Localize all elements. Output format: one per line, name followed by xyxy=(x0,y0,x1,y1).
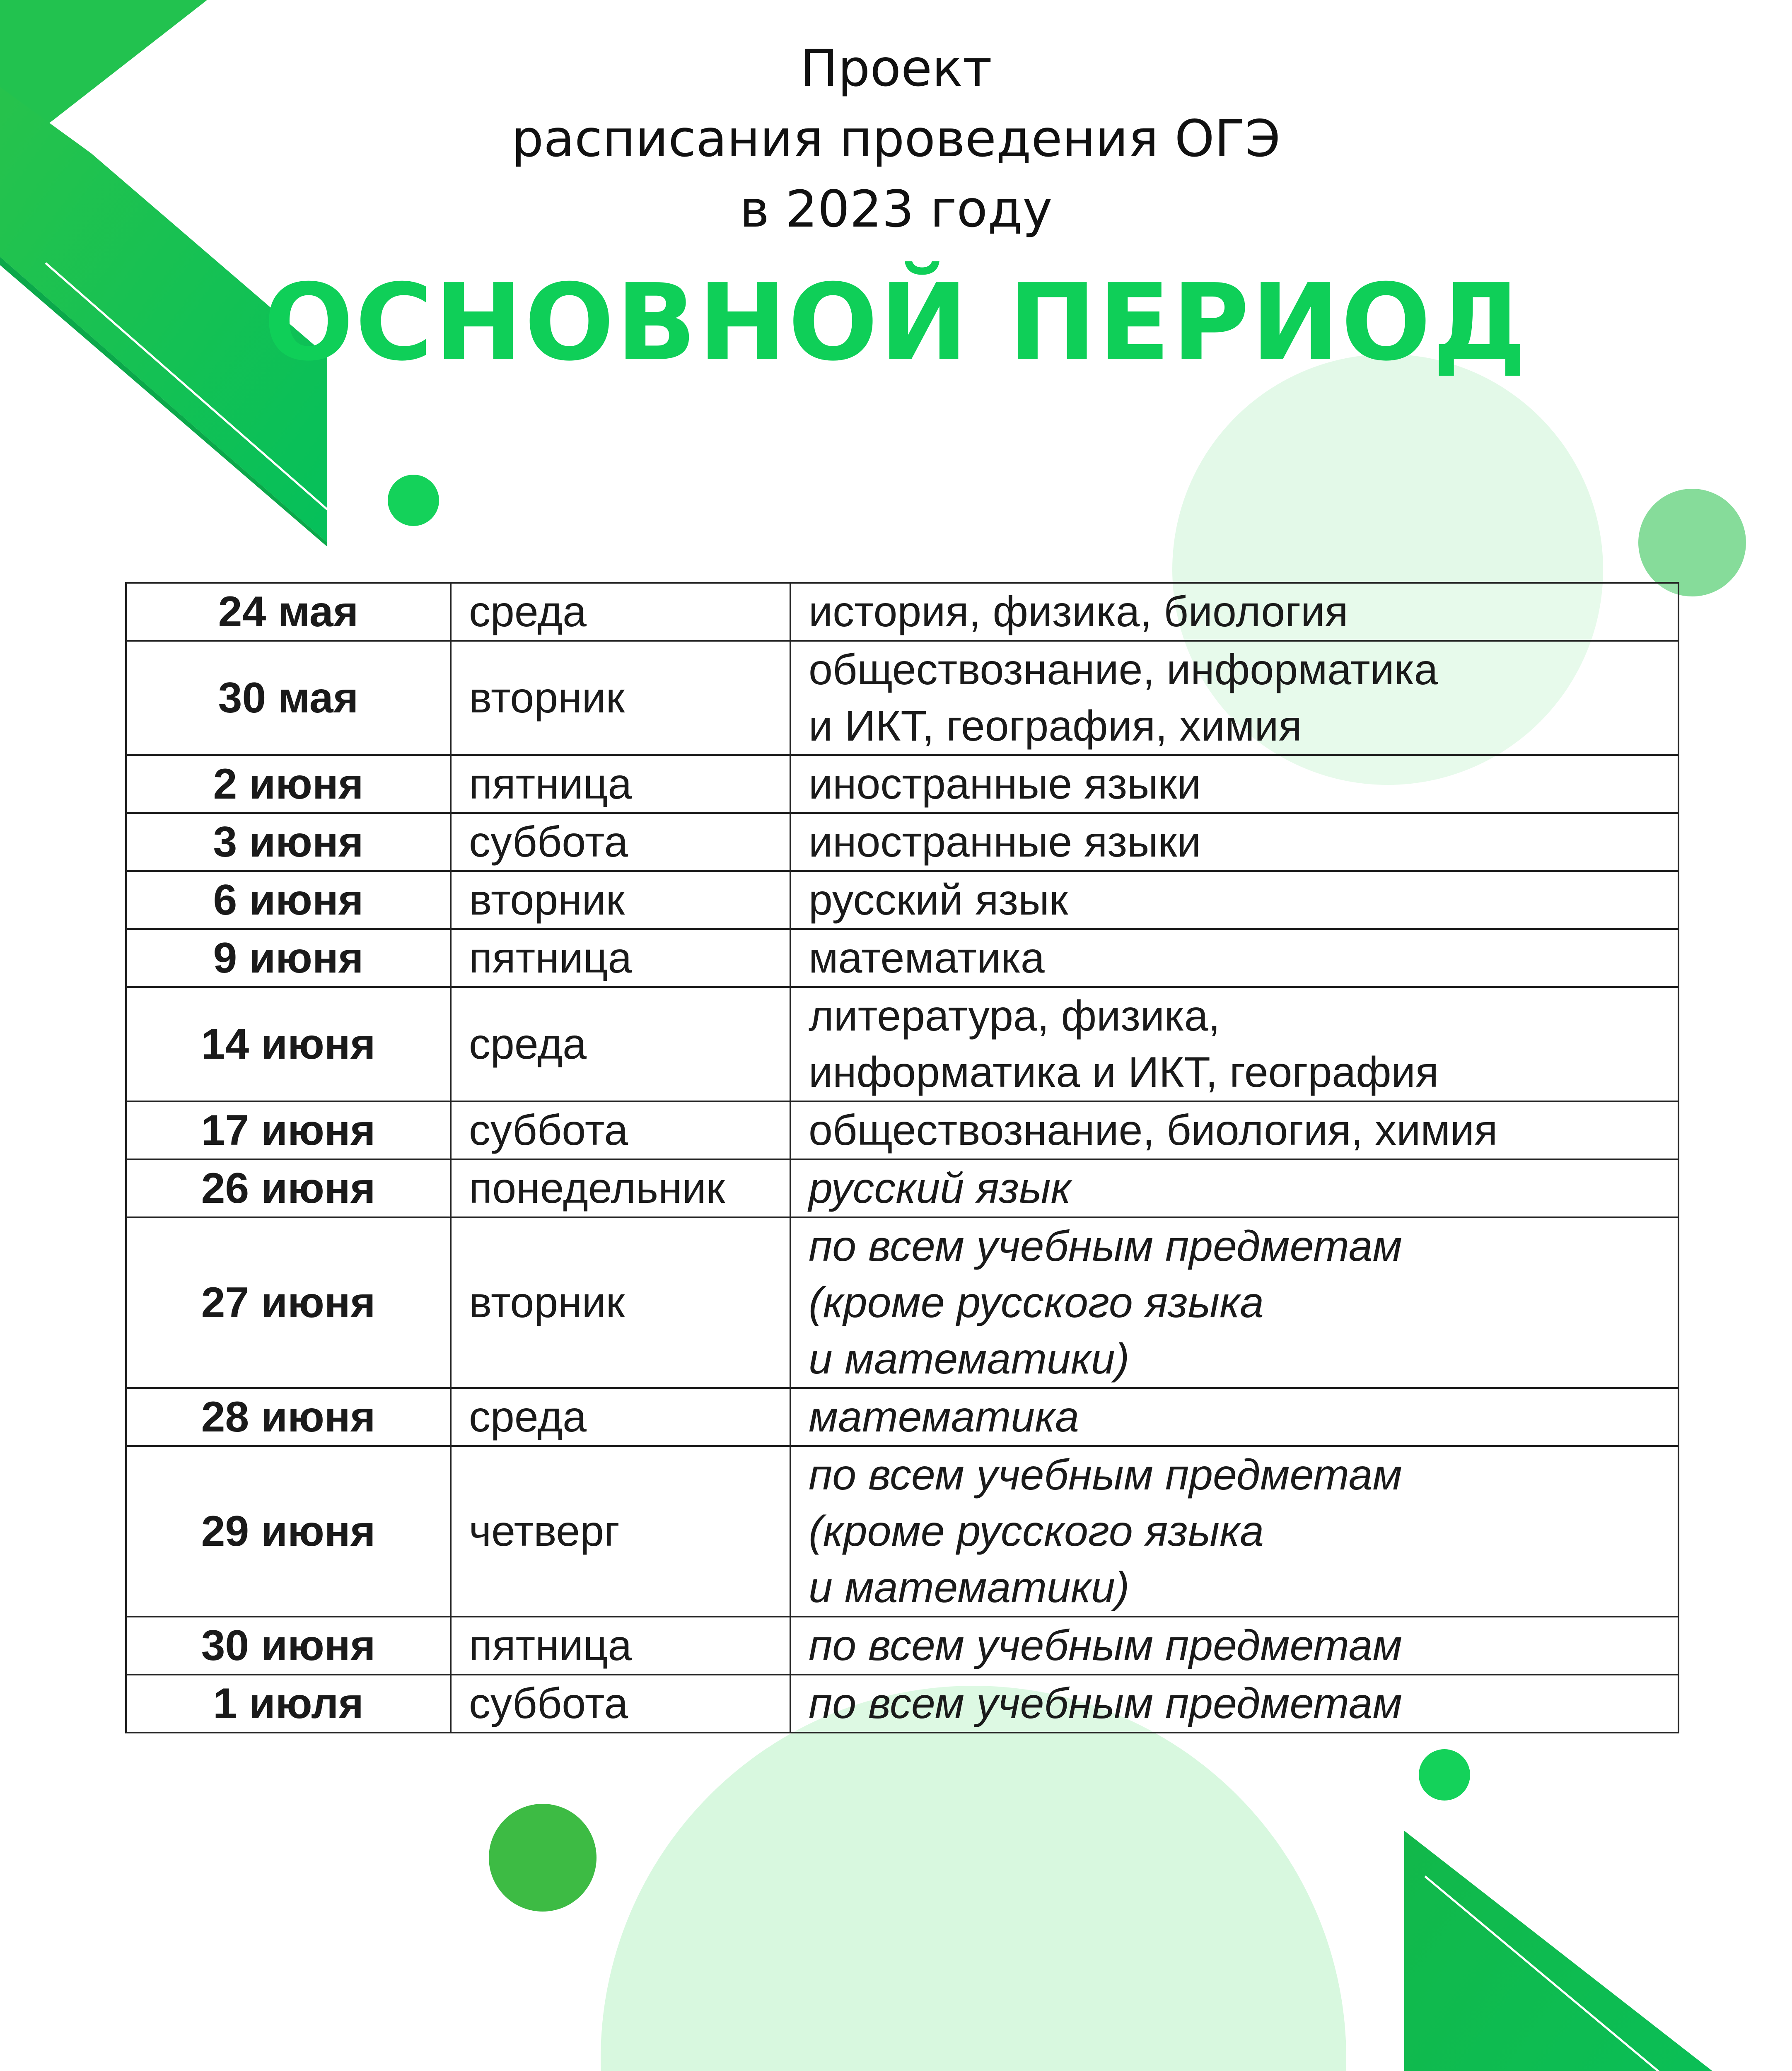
table-row xyxy=(126,1159,1678,1217)
subject-line: и математики) xyxy=(809,1335,1130,1383)
small-circle-1 xyxy=(388,475,439,526)
exam-subjects xyxy=(790,1675,1678,1733)
period-headline: ОСНОВНОЙ ПЕРИОД xyxy=(263,261,1529,384)
subject-line: по всем учебным предметам xyxy=(809,1222,1402,1270)
exam-subjects xyxy=(790,1101,1678,1159)
exam-weekday: суббота xyxy=(451,1675,790,1733)
exam-weekday: четверг xyxy=(451,1446,790,1617)
exam-subjects xyxy=(790,929,1678,987)
subject-line: русский язык xyxy=(809,876,1068,924)
subject-line: обществознание, биология, химия xyxy=(809,1106,1498,1154)
exam-date: 30 мая xyxy=(126,641,451,755)
exam-subjects xyxy=(790,1446,1678,1617)
exam-date: 29 июня xyxy=(126,1446,451,1617)
exam-date: 17 июня xyxy=(126,1101,451,1159)
table-row xyxy=(126,641,1678,755)
table-row xyxy=(126,1101,1678,1159)
subject-line: история, физика, биология xyxy=(809,588,1348,636)
subject-line: и математики) xyxy=(809,1564,1130,1612)
exam-subjects xyxy=(790,813,1678,871)
exam-subjects xyxy=(790,987,1678,1101)
exam-date: 28 июня xyxy=(126,1388,451,1446)
subject-line: математика xyxy=(809,1393,1079,1441)
small-circle-2 xyxy=(1638,489,1746,596)
exam-date: 30 июня xyxy=(126,1617,451,1675)
table-row xyxy=(126,813,1678,871)
exam-subjects xyxy=(790,755,1678,813)
table-row xyxy=(126,1617,1678,1675)
subject-line: по всем учебным предметам xyxy=(809,1680,1402,1728)
subject-line: (кроме русского языка xyxy=(809,1507,1264,1555)
exam-weekday: среда xyxy=(451,987,790,1101)
exam-weekday: понедельник xyxy=(451,1159,790,1217)
exam-schedule-table xyxy=(125,582,1679,1733)
table-row xyxy=(126,1446,1678,1617)
exam-weekday: суббота xyxy=(451,813,790,871)
subject-line: обществознание, информатика xyxy=(809,646,1438,694)
exam-weekday: пятница xyxy=(451,755,790,813)
subject-line: математика xyxy=(809,934,1045,982)
subject-line: русский язык xyxy=(809,1164,1071,1212)
title-line-3: в 2023 году xyxy=(739,180,1053,239)
exam-subjects xyxy=(790,1159,1678,1217)
small-circle-3 xyxy=(1419,1749,1470,1801)
exam-weekday: среда xyxy=(451,583,790,641)
exam-date: 1 июля xyxy=(126,1675,451,1733)
table-row xyxy=(126,1388,1678,1446)
exam-subjects xyxy=(790,583,1678,641)
exam-subjects xyxy=(790,641,1678,755)
table-row xyxy=(126,929,1678,987)
exam-date: 26 июня xyxy=(126,1159,451,1217)
title-line-1: Проект xyxy=(800,39,992,98)
subject-line: информатика и ИКТ, география xyxy=(809,1048,1439,1096)
light-circle-bottom xyxy=(601,1686,1346,2071)
exam-date: 2 июня xyxy=(126,755,451,813)
exam-weekday: суббота xyxy=(451,1101,790,1159)
exam-date: 9 июня xyxy=(126,929,451,987)
subject-line: литература, физика, xyxy=(809,992,1220,1040)
exam-weekday: вторник xyxy=(451,1217,790,1388)
exam-date: 6 июня xyxy=(126,871,451,929)
subject-line: иностранные языки xyxy=(809,760,1201,808)
exam-weekday: вторник xyxy=(451,871,790,929)
subject-line: и ИКТ, география, химия xyxy=(809,702,1302,750)
exam-date: 27 июня xyxy=(126,1217,451,1388)
exam-subjects xyxy=(790,1617,1678,1675)
exam-weekday: пятница xyxy=(451,1617,790,1675)
exam-weekday: среда xyxy=(451,1388,790,1446)
bottom-right-stripe xyxy=(1404,1831,1792,2071)
small-circle-4 xyxy=(489,1804,597,1912)
exam-weekday: вторник xyxy=(451,641,790,755)
exam-subjects xyxy=(790,1217,1678,1388)
title-line-2: расписания проведения ОГЭ xyxy=(511,109,1281,168)
subject-line: иностранные языки xyxy=(809,818,1201,866)
table-row xyxy=(126,987,1678,1101)
table-row xyxy=(126,1675,1678,1733)
table-row xyxy=(126,1217,1678,1388)
exam-date: 24 мая xyxy=(126,583,451,641)
exam-date: 3 июня xyxy=(126,813,451,871)
exam-subjects xyxy=(790,871,1678,929)
table-row xyxy=(126,871,1678,929)
exam-date: 14 июня xyxy=(126,987,451,1101)
exam-weekday: пятница xyxy=(451,929,790,987)
subject-line: по всем учебным предметам xyxy=(809,1622,1402,1670)
exam-subjects xyxy=(790,1388,1678,1446)
subject-line: (кроме русского языка xyxy=(809,1279,1264,1327)
table-row xyxy=(126,583,1678,641)
table-row xyxy=(126,755,1678,813)
subject-line: по всем учебным предметам xyxy=(809,1451,1402,1499)
